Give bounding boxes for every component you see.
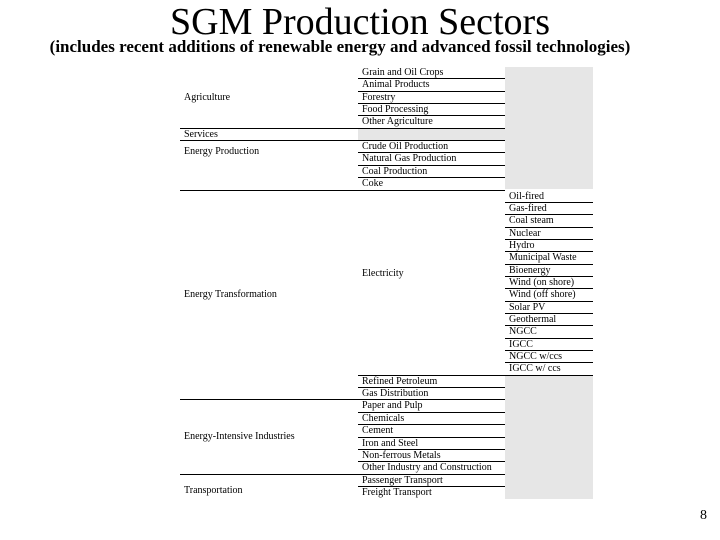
technology-label: Hydro [509, 239, 535, 251]
sector-label: Transportation [184, 485, 243, 497]
technology-label: IGCC [509, 338, 533, 350]
page-number: 8 [700, 508, 707, 523]
subsector-label: Other Agriculture [362, 116, 433, 128]
technology-label: Coal steam [509, 215, 554, 227]
empty-column-bottom [505, 376, 593, 500]
subsector-label: Freight Transport [362, 486, 432, 498]
sector-divider [180, 474, 505, 475]
subsector-label: Food Processing [362, 104, 429, 116]
technology-label: Geothermal [509, 314, 557, 325]
slide-subtitle: (includes recent additions of renewable energy and advanced fossil technologies) [49, 37, 631, 56]
subsector-label: Gas Distribution [362, 388, 429, 400]
subsector-label: Non-ferrous Metals [362, 449, 441, 461]
sector-label: Services [184, 128, 218, 140]
subsector-label: Other Industry and Construction [362, 462, 492, 474]
subsector-label: Coke [362, 178, 384, 190]
subsector-label: Crude Oil Production [362, 141, 449, 153]
technology-label: Wind (off shore) [509, 289, 576, 301]
subsector-label: Electricity [362, 268, 404, 280]
subsector-label: Passenger Transport [362, 474, 443, 486]
subsector-label: Coal Production [362, 165, 428, 177]
subsector-label: Paper and Pulp [362, 400, 423, 412]
subsector-label: Iron and Steel [362, 437, 419, 449]
technology-label: Wind (on shore) [509, 276, 575, 288]
sector-divider [180, 128, 505, 129]
slide-title: SGM Production Sectors [170, 1, 550, 43]
technology-label: Gas-fired [509, 202, 547, 214]
subsector-label: Natural Gas Production [362, 153, 457, 165]
sector-label: Agriculture [184, 91, 231, 103]
technology-label: Bioenergy [509, 264, 551, 276]
sector-label: Energy-Intensive Industries [184, 431, 295, 443]
technology-label: Municipal Waste [509, 252, 577, 264]
sector-divider [180, 399, 505, 400]
technology-label: NGCC w/ccs [509, 351, 563, 363]
technology-label: NGCC [509, 326, 537, 338]
subsector-label: Chemicals [362, 412, 405, 424]
sector-label: Energy Production [184, 146, 260, 158]
subsector-label: Animal Products [362, 79, 430, 91]
technology-label: Nuclear [509, 227, 541, 239]
subsector-label: Cement [362, 425, 394, 437]
technology-label: Solar PV [509, 301, 546, 313]
subsector-label: Grain and Oil Crops [362, 67, 444, 78]
sector-divider [180, 190, 505, 191]
empty-column-top [505, 67, 593, 189]
technology-label: Oil-fired [509, 190, 544, 202]
sector-label: Energy Transformation [184, 289, 277, 301]
subsector-label: Forestry [362, 91, 396, 103]
technology-label: IGCC w/ ccs [509, 363, 561, 375]
sector-divider [180, 140, 505, 141]
subsector-label: Refined Petroleum [362, 375, 438, 387]
